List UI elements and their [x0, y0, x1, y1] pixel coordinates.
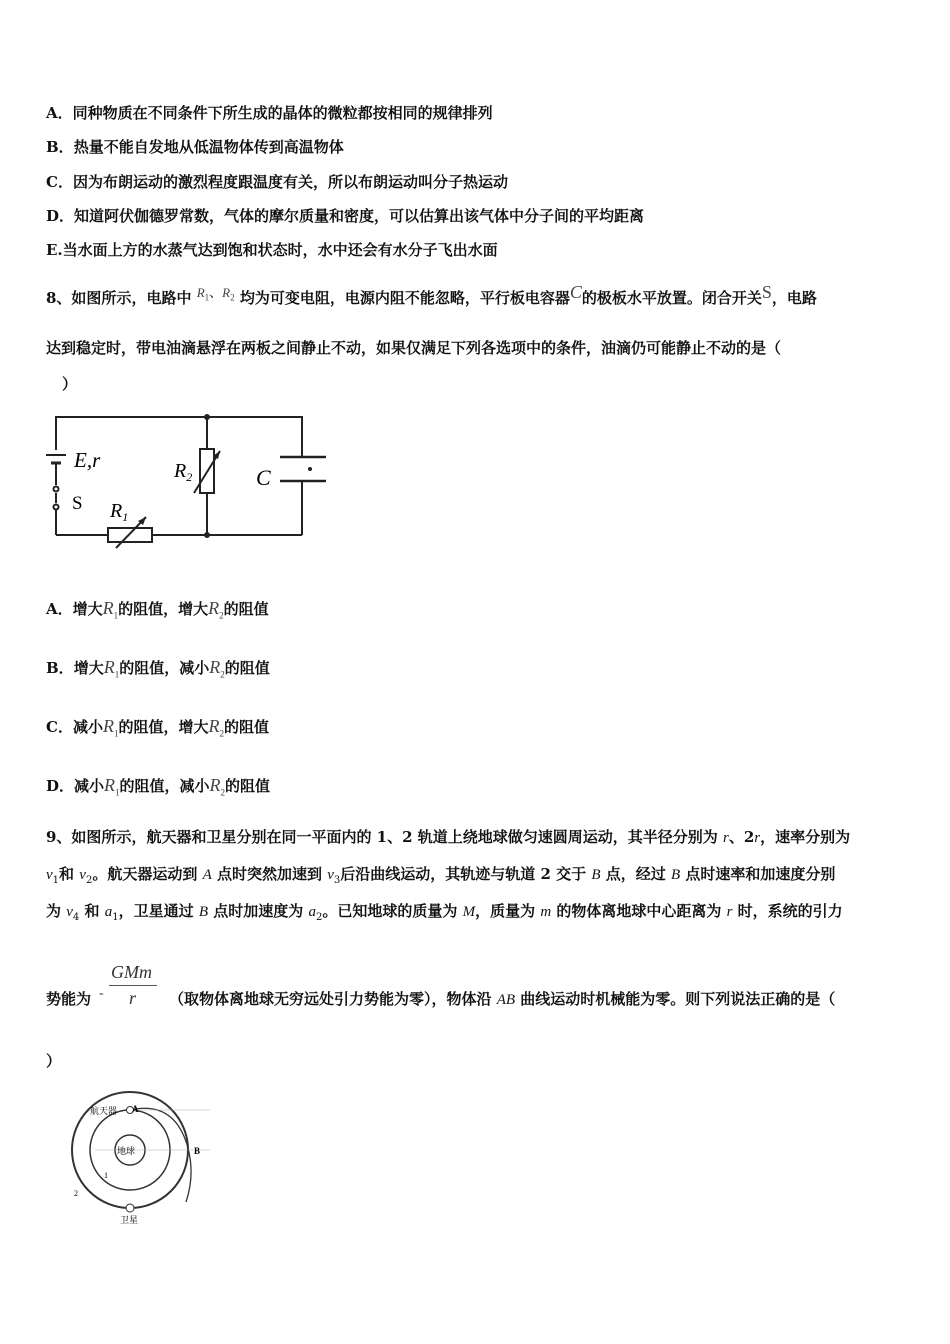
text-segment: A	[202, 867, 212, 883]
text-segment: 和	[59, 865, 80, 883]
text-segment: a	[104, 904, 113, 920]
q8-mid1: 均为可变电阻，电源内阻不能忽略，平行板电容器	[239, 289, 570, 307]
text-segment: 。已知地球的质量为	[322, 902, 463, 920]
q8-end1: ，电路	[771, 289, 817, 307]
q8-mid2: 的极板水平放置。闭合开关	[581, 289, 762, 307]
q9-stem-line-5: ）	[46, 1052, 62, 1070]
text-segment: 2	[315, 912, 323, 923]
orbit-diagram	[60, 1090, 220, 1230]
q8-prefix: 8、如图所示，电路中	[46, 289, 192, 307]
text-segment: 为	[46, 902, 67, 920]
point-b-label: B	[194, 1146, 201, 1156]
option-letter: D．	[46, 207, 75, 225]
text-segment: ，质量为	[475, 902, 541, 920]
text-segment: 和	[79, 902, 105, 920]
resistor-r1-body	[108, 528, 152, 542]
switch-contact-bottom	[54, 505, 59, 510]
q9-stem-line-3	[46, 900, 843, 923]
option-letter: B．	[46, 138, 74, 156]
capacitor-label: C	[256, 465, 271, 490]
emf-label: E,r	[74, 448, 101, 472]
var-r2: $R_2$	[208, 598, 224, 621]
text-segment: 点时突然加速到	[211, 865, 328, 883]
point-a-label: A	[132, 1104, 139, 1114]
switch-contact-top	[54, 487, 59, 492]
var-r2: $R_2$	[209, 775, 226, 798]
spacecraft-label: 航天器	[90, 1106, 118, 1116]
var-r1: $R_1$	[196, 285, 210, 303]
text-segment: ，卫星通过	[118, 902, 199, 920]
text-segment: B	[591, 867, 601, 883]
q7-option-a	[46, 102, 493, 123]
text-segment: a	[308, 904, 316, 920]
text-segment: 后沿曲线运动，其轨迹与轨道 2 交于	[340, 865, 592, 883]
q7-option-b	[46, 136, 344, 157]
text-segment: M	[462, 904, 476, 920]
option-text: 知道阿伏伽德罗常数，气体的摩尔质量和密度，可以估算出该气体中分子间的平均距离	[74, 207, 645, 225]
q8-stem-line-2: 达到稳定时，带电油滴悬浮在两板之间静止不动，如果仅满足下列各选项中的条件，油滴仍可能静止不动的是（	[46, 339, 782, 357]
q8-option-d: D．减小$R_1$的阻值，减小$R_2$的阻值	[46, 775, 271, 798]
text-segment: 点时加速度为	[208, 902, 309, 920]
orbit-1-label: 1	[104, 1171, 108, 1180]
var-r1: $R_1$	[103, 657, 120, 680]
q8-option-c: C．减小$R_1$的阻值，增大$R_2$的阻值	[46, 716, 269, 739]
text-segment: 3	[333, 875, 341, 886]
text-segment: v	[66, 904, 73, 920]
text-segment: 点时速率和加速度分别	[680, 865, 836, 883]
text-segment: B	[670, 867, 681, 883]
text-segment: B	[198, 904, 209, 920]
frac-denominator: r	[129, 988, 137, 1008]
q9-stem-line-1: 9、如图所示，航天器和卫星分别在同一平面内的 1、2 轨道上绕地球做匀速圆周运动，其半径分别为 r、2r，速率分别为	[46, 828, 851, 846]
q9-stem-line-4: 势能为 （取物体离地球无穷远处引力势能为零），物体沿 AB 曲线运动时机械能为零。则下列说法正确的是（	[46, 990, 836, 1008]
var-r1: $R_1$	[102, 598, 119, 621]
satellite-label: 卫星	[120, 1215, 139, 1225]
option-text: 同种物质在不同条件下所生成的晶体的微粒都按相同的规律排列	[72, 104, 493, 122]
text-segment: 点，经过	[600, 865, 671, 883]
text-segment: 2	[85, 875, 93, 886]
oil-drop	[308, 467, 312, 471]
text-segment: 的物体离地球中心距离为	[551, 902, 727, 920]
junction-top	[204, 414, 210, 420]
var-r2: $R_2$	[222, 285, 235, 303]
q9-stem-line-2	[46, 863, 835, 886]
frac-numerator: GMm	[111, 962, 152, 982]
orbit-2-label: 2	[74, 1189, 78, 1198]
q8-option-b: B．增大$R_1$的阻值，减小$R_2$的阻值	[46, 657, 270, 680]
text-segment: v	[79, 867, 86, 883]
option-letter: E.	[46, 241, 63, 259]
option-text: 当水面上方的水蒸气达到饱和状态时，水中还会有水分子飞出水面	[62, 241, 498, 259]
circuit-diagram	[44, 405, 344, 560]
var-r1: $R_1$	[104, 775, 120, 798]
text-segment: m	[540, 904, 552, 920]
junction-bottom	[204, 532, 210, 538]
q7-option-c	[46, 171, 508, 192]
switch-label: S	[72, 493, 83, 514]
var-r2: $R_2$	[209, 657, 225, 680]
r2-label: $R_2$	[174, 460, 193, 484]
text-segment: 1	[52, 875, 60, 886]
text-segment: v	[46, 867, 53, 883]
var-c: C	[569, 282, 582, 302]
text-segment: 1	[112, 912, 119, 923]
option-text: 因为布朗运动的激烈程度跟温度有关，所以布朗运动叫分子热运动	[72, 173, 508, 191]
var-r2: $R_2$	[208, 716, 224, 739]
q7-option-e	[46, 239, 498, 260]
satellite-point	[126, 1204, 134, 1212]
frac-bar	[109, 985, 157, 986]
var-s: S	[761, 282, 772, 302]
q8-option-a: A．增大$R_1$的阻值，增大$R_2$的阻值	[46, 598, 269, 621]
q7-option-d	[46, 205, 644, 226]
option-text: 热量不能自发地从低温物体传到高温物体	[73, 138, 344, 156]
q8-stem-line-1	[46, 282, 817, 308]
text-segment: v	[327, 867, 334, 883]
text-segment: 。航天器运动到	[92, 865, 203, 883]
earth-label: 地球	[117, 1146, 136, 1156]
q8-stem-line-3: ）	[62, 375, 78, 393]
var-r1: $R_1$	[102, 716, 119, 739]
text-segment: 时，系统的引力	[732, 902, 843, 920]
text-segment: r	[726, 904, 733, 920]
r1-label: $R_1$	[110, 500, 129, 524]
option-letter: C．	[46, 173, 73, 191]
option-letter: A．	[46, 104, 73, 122]
text-segment: 4	[72, 912, 80, 923]
separator: 、	[209, 286, 223, 301]
frac-neg: -	[99, 986, 104, 1001]
